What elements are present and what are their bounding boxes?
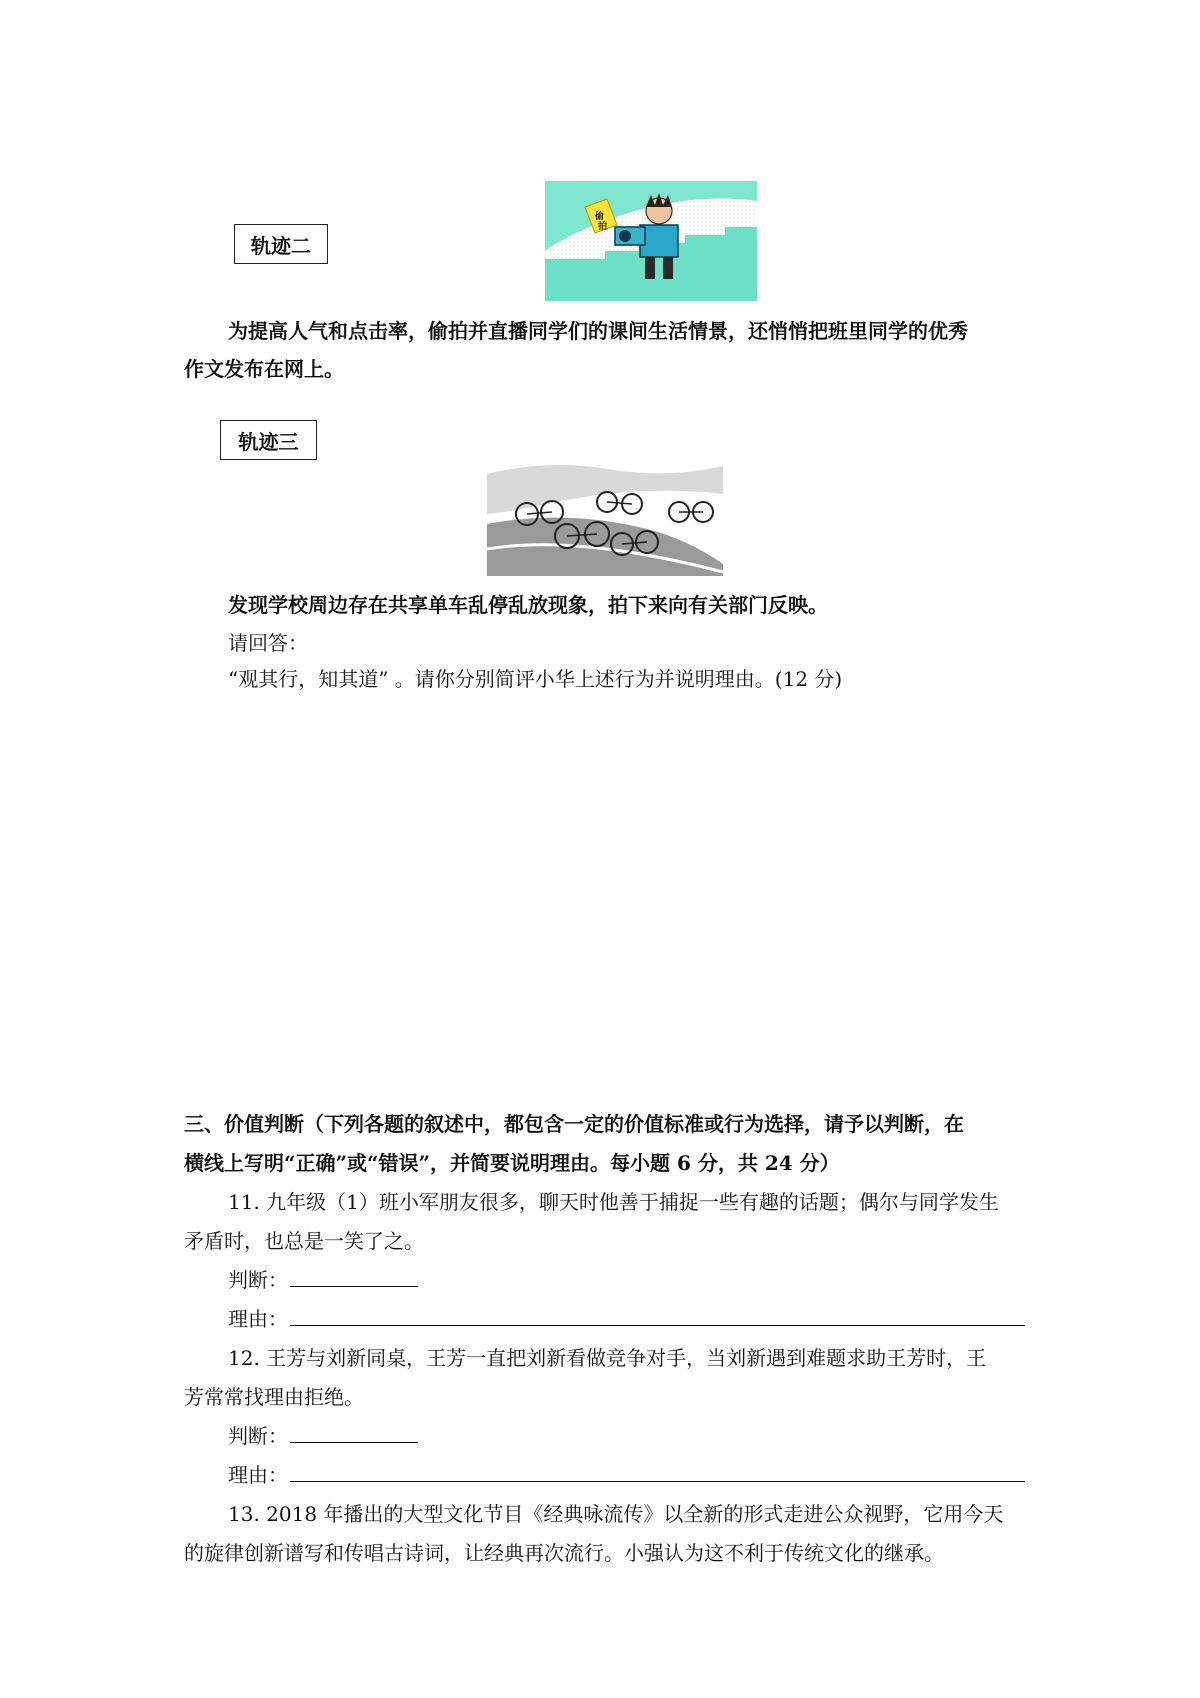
question-text: “观其行，知其道” 。请你分别简评小华上述行为并说明理由。(12 分) [228,667,843,691]
section3-heading-line1: 三、价值判断（下列各题的叙述中，都包含一定的价值标准或行为选择，请予以判断，在 [184,1112,964,1136]
item-12-judge-label: 判断： [228,1424,288,1448]
question-prompt: 请回答： [228,631,308,655]
item-11-judge-label: 判断： [228,1268,288,1292]
item-12-reason-blank[interactable] [290,1481,1025,1482]
bicycles-illustration [487,454,723,576]
item-11-judge-blank[interactable] [290,1286,418,1287]
track2-caption-line1: 为提高人气和点击率，偷拍并直播同学们的课间生活情景，还悄悄把班里同学的优秀 [228,319,968,343]
item-12-line1: 12. 王芳与刘新同桌，王芳一直把刘新看做竞争对手，当刘新遇到难题求助王芳时，王 [228,1346,987,1370]
item-13-line1: 13. 2018 年播出的大型文化节目《经典咏流传》以全新的形式走进公众视野，它用今天 [228,1502,1004,1526]
item-13-line2: 的旋律创新谱写和传唱古诗词，让经典再次流行。小强认为这不利于传统文化的继承。 [184,1541,944,1565]
item-12-line2: 芳常常找理由拒绝。 [184,1385,364,1409]
track3-caption: 发现学校周边存在共享单车乱停乱放现象，拍下来向有关部门反映。 [228,593,828,617]
item-11-line1: 11. 九年级（1）班小军朋友很多，聊天时他善于捕捉一些有趣的话题；偶尔与同学发生 [228,1190,999,1214]
item-11-line2: 矛盾时，也总是一笑了之。 [184,1229,424,1253]
track3-label: 轨迹三 [220,420,317,460]
svg-text:拍: 拍 [598,222,608,232]
item-11-reason-blank[interactable] [290,1325,1025,1326]
section3-heading-line2: 横线上写明“正确”或“错误”，并简要说明理由。每小题 6 分，共 24 分） [184,1151,840,1175]
item-12-reason-label: 理由： [228,1463,288,1487]
camera-person-illustration [545,181,757,301]
item-12-judge-blank[interactable] [290,1442,418,1443]
track2-caption-line2: 作文发布在网上。 [184,357,344,381]
item-11-reason-label: 理由： [228,1307,288,1331]
track2-label: 轨迹二 [234,224,328,264]
svg-text:偷: 偷 [595,212,605,222]
